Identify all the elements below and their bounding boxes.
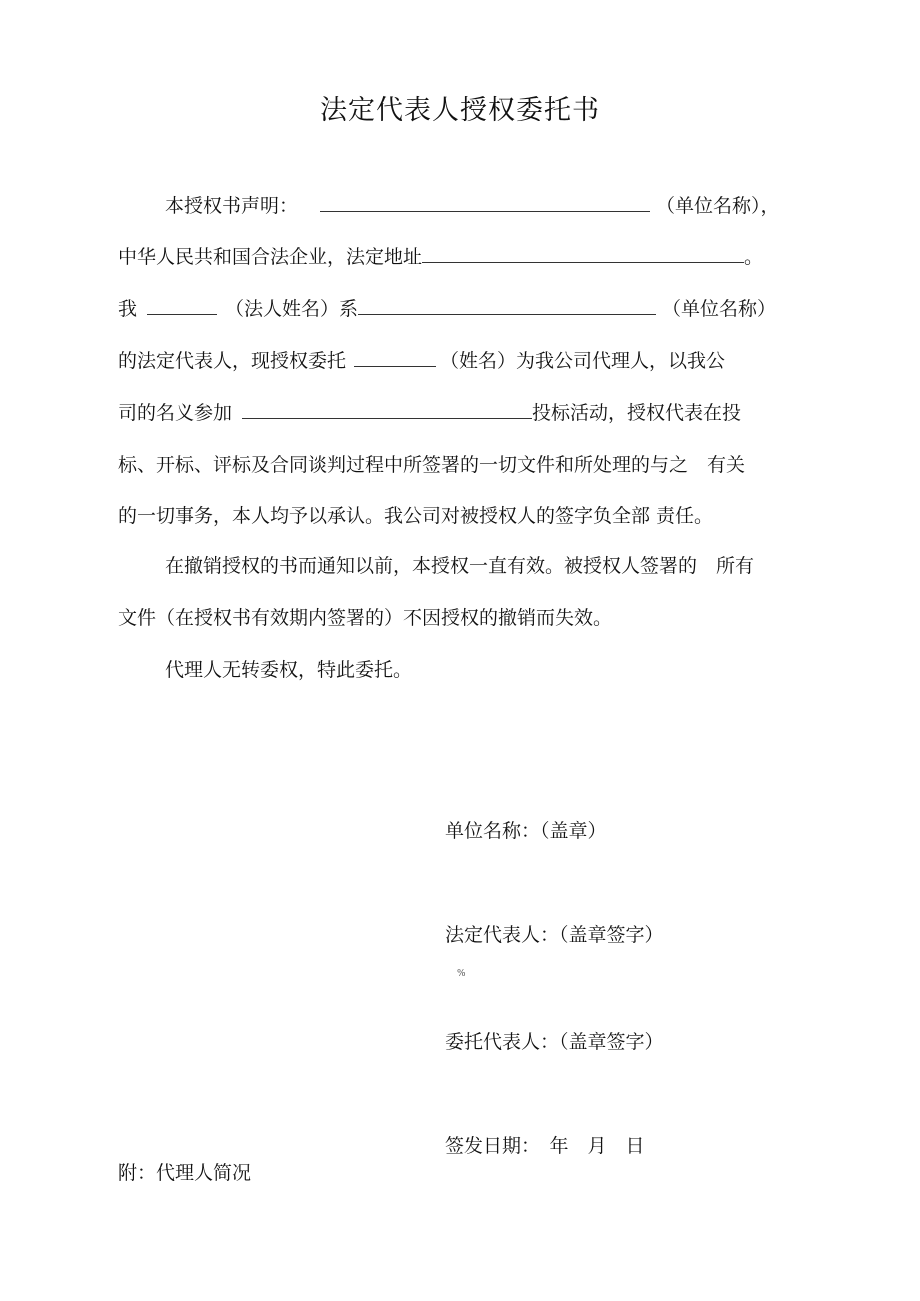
- statement-line-4: [118, 348, 725, 374]
- i-label: 我: [118, 298, 138, 320]
- statement-line-1: [165, 193, 780, 219]
- validity-line-2: 文件（在授权书有效期内签署的）不因授权的撤销而失效。: [118, 607, 613, 629]
- unit-name-blank-1[interactable]: [320, 193, 650, 212]
- document-title: 法定代表人授权委托书: [320, 95, 600, 126]
- legal-address-label: 中华人民共和国合法企业，法定地址: [118, 246, 423, 268]
- no-subdelegation-line: 代理人无转委权，特此委托。: [165, 659, 413, 681]
- legal-address-blank[interactable]: [422, 244, 744, 263]
- bidding-label: 投标活动，授权代表在投: [532, 402, 742, 424]
- agent-name-label: （姓名）为我公司代理人，以我公: [440, 350, 726, 372]
- statement-line-3: [118, 296, 776, 322]
- authorize-label: 的法定代表人，现授权委托: [118, 350, 347, 372]
- agent-name-blank[interactable]: [354, 348, 436, 367]
- unit-name-blank-2[interactable]: [358, 296, 656, 315]
- stray-mark: %: [457, 969, 466, 979]
- attachment-label: 附：代理人简况: [118, 1162, 252, 1184]
- statement-line-5: [118, 400, 741, 426]
- legal-person-name-label: （法人姓名）系: [225, 298, 359, 320]
- validity-line-1: 在撤销授权的书而通知以前，本授权一直有效。被授权人签署的 所有: [165, 555, 755, 577]
- statement-line-6: 标、开标、评标及合同谈判过程中所签署的一切文件和所处理的与之 有关: [118, 454, 746, 476]
- statement-intro: 本授权书声明：: [165, 195, 299, 217]
- participate-label: 司的名义参加: [118, 402, 233, 424]
- agent-representative-label: 委托代表人：（盖章签字）: [445, 1031, 664, 1053]
- project-name-blank[interactable]: [242, 400, 532, 419]
- legal-person-name-blank[interactable]: [147, 296, 217, 315]
- legal-representative-label: 法定代表人：（盖章签字）: [445, 924, 664, 946]
- issue-date-label: 签发日期： 年 月 日: [445, 1135, 645, 1157]
- unit-name-seal-label: 单位名称：（盖章）: [445, 820, 607, 842]
- unit-name-label-2: （单位名称）: [662, 298, 777, 320]
- unit-name-label-1: （单位名称），: [656, 195, 780, 217]
- period-mark: 。: [744, 246, 764, 268]
- statement-line-2: [118, 244, 763, 270]
- statement-line-7: 的一切事务，本人均予以承认。我公司对被授权人的签字负全部 责任。: [118, 505, 714, 527]
